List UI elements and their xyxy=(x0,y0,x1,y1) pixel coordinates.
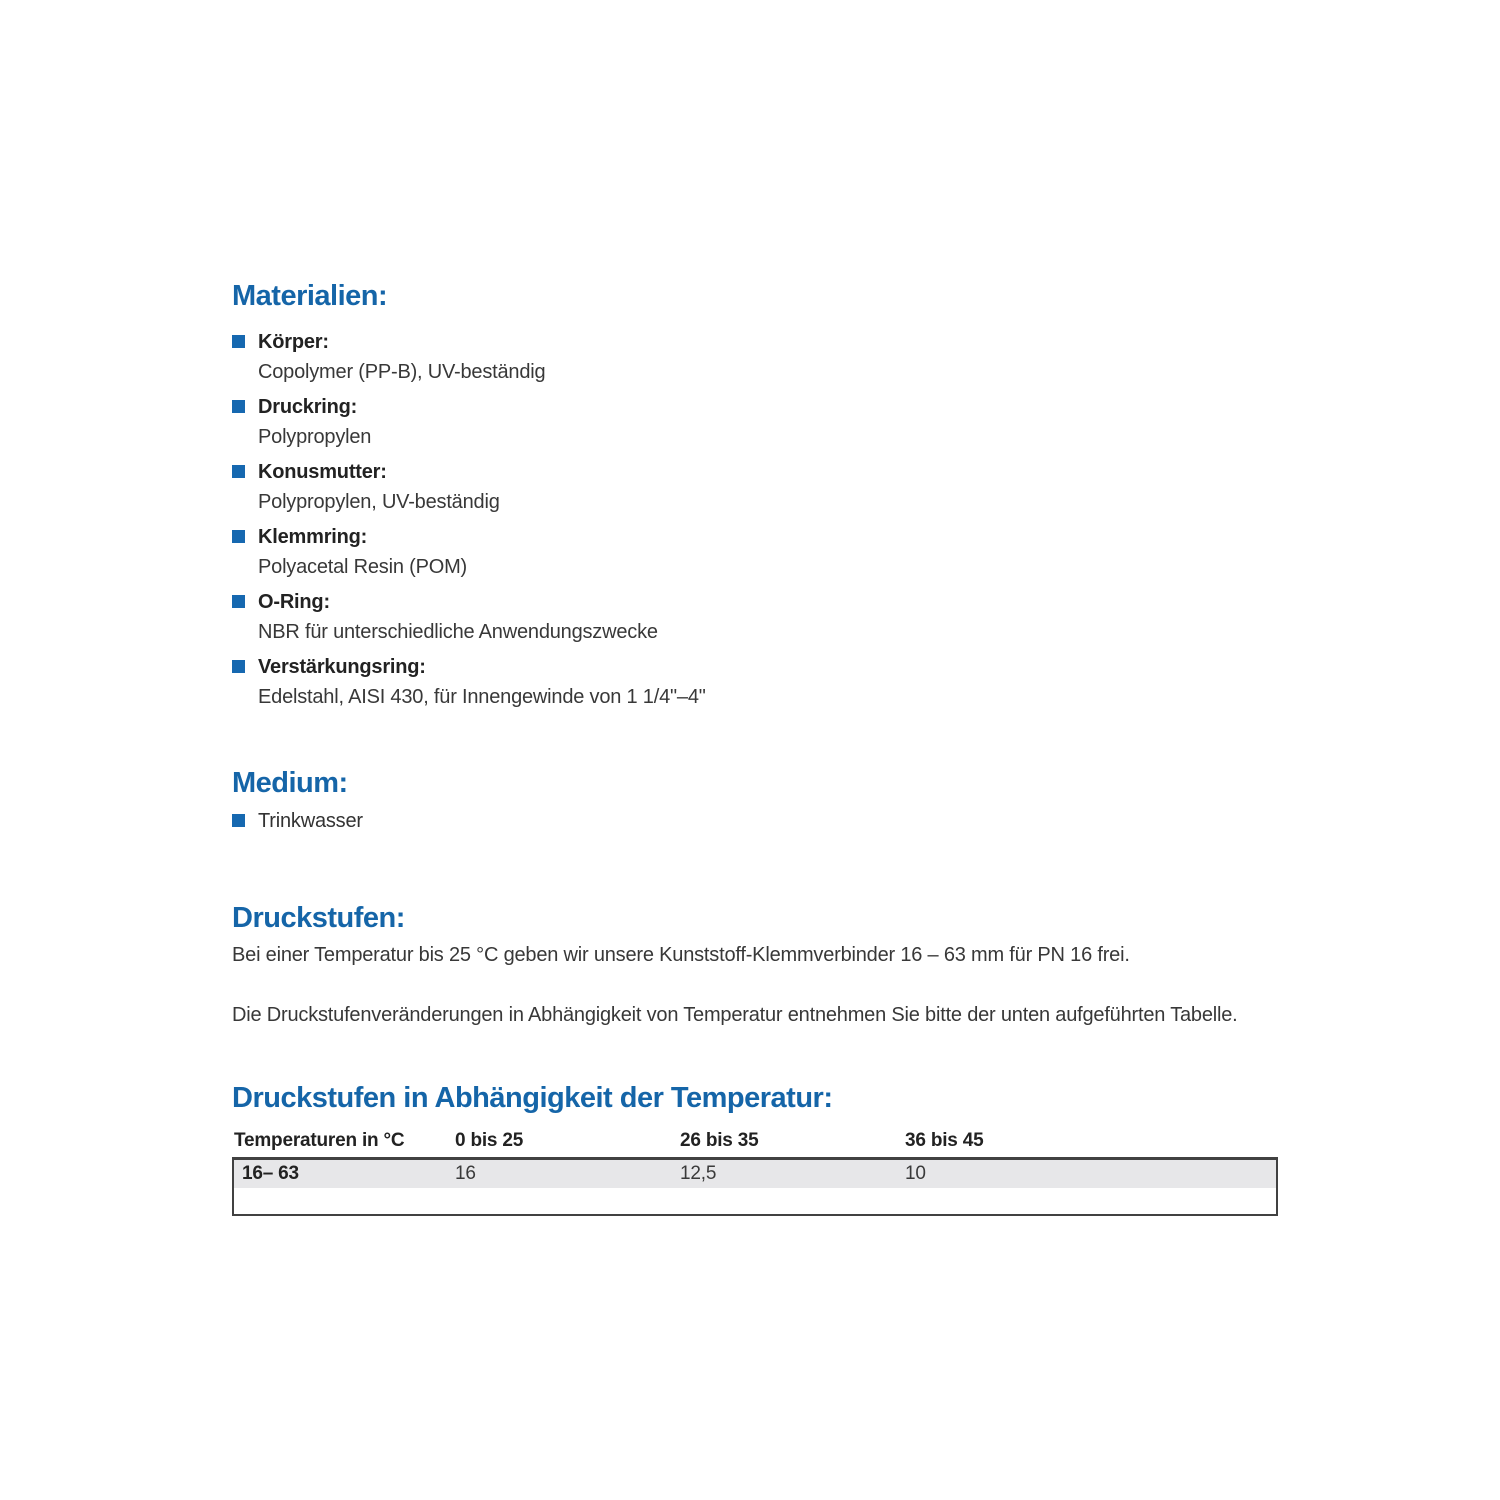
item-desc: Edelstahl, AISI 430, für Innengewinde von 1 1/4"–4" xyxy=(258,686,706,708)
druckstufen-title: Druckstufen: xyxy=(232,902,405,934)
item-label: Verstärkungsring: xyxy=(258,656,426,678)
item-label: Konusmutter: xyxy=(258,461,387,483)
medium-title: Medium: xyxy=(232,767,348,799)
table-header-row xyxy=(232,1124,1278,1157)
item-desc: Polypropylen, UV-beständig xyxy=(258,491,500,513)
square-bullet-icon xyxy=(232,335,245,348)
item-label: Klemmring: xyxy=(258,526,368,548)
table-cell-pn-0-25: 16 xyxy=(455,1163,476,1184)
item-desc: NBR für unterschiedliche Anwendungszwecke xyxy=(258,621,658,643)
square-bullet-icon xyxy=(232,660,245,673)
section-medium xyxy=(232,768,1278,841)
list-item-druckring xyxy=(232,392,1278,452)
list-item-koerper xyxy=(232,327,1278,387)
square-bullet-icon xyxy=(232,595,245,608)
section-materialien xyxy=(232,281,1278,717)
materialien-title: Materialien: xyxy=(232,280,388,312)
table-cell-pn-26-35: 12,5 xyxy=(680,1163,717,1184)
pressure-table-title: Druckstufen in Abhängigkeit der Temperatur: xyxy=(232,1082,833,1114)
section-pressure-table xyxy=(232,1083,1278,1216)
pressure-table xyxy=(232,1157,1278,1216)
item-desc: Copolymer (PP-B), UV-beständig xyxy=(258,361,546,383)
list-item-klemmring xyxy=(232,522,1278,582)
list-item-konusmutter xyxy=(232,457,1278,517)
square-bullet-icon xyxy=(232,465,245,478)
item-desc: Polyacetal Resin (POM) xyxy=(258,556,467,578)
item-label: Druckring: xyxy=(258,396,358,418)
table-row xyxy=(234,1160,1276,1188)
materialien-list xyxy=(232,327,1278,712)
list-item-trinkwasser xyxy=(232,806,1278,836)
druckstufen-paragraph-2: Die Druckstufenveränderungen in Abhängigkeit von Temperatur entnehmen Sie bitte der unten aufgeführten Tabelle. xyxy=(232,1004,1238,1026)
table-header-0-bis-25: 0 bis 25 xyxy=(455,1129,524,1151)
section-druckstufen xyxy=(232,903,1278,1032)
medium-list xyxy=(232,806,1278,836)
square-bullet-icon xyxy=(232,400,245,413)
table-header-temperaturen: Temperaturen in °C xyxy=(234,1129,405,1151)
item-desc: Polypropylen xyxy=(258,426,372,448)
item-label: Körper: xyxy=(258,331,329,353)
druckstufen-paragraph-1: Bei einer Temperatur bis 25 °C geben wir unsere Kunststoff-Klemmverbinder 16 – 63 mm für PN 16 frei. xyxy=(232,944,1130,966)
table-header-26-bis-35: 26 bis 35 xyxy=(680,1129,759,1151)
table-header-36-bis-45: 36 bis 45 xyxy=(905,1129,984,1151)
table-cell-size-range: 16– 63 xyxy=(242,1163,299,1184)
table-cell-pn-36-45: 10 xyxy=(905,1163,926,1184)
square-bullet-icon xyxy=(232,530,245,543)
table-empty-row xyxy=(234,1188,1276,1214)
list-item-verstaerkungsring xyxy=(232,652,1278,712)
list-item-o-ring xyxy=(232,587,1278,647)
square-bullet-icon xyxy=(232,814,245,827)
item-label: O-Ring: xyxy=(258,591,330,613)
item-label: Trinkwasser xyxy=(258,810,363,832)
